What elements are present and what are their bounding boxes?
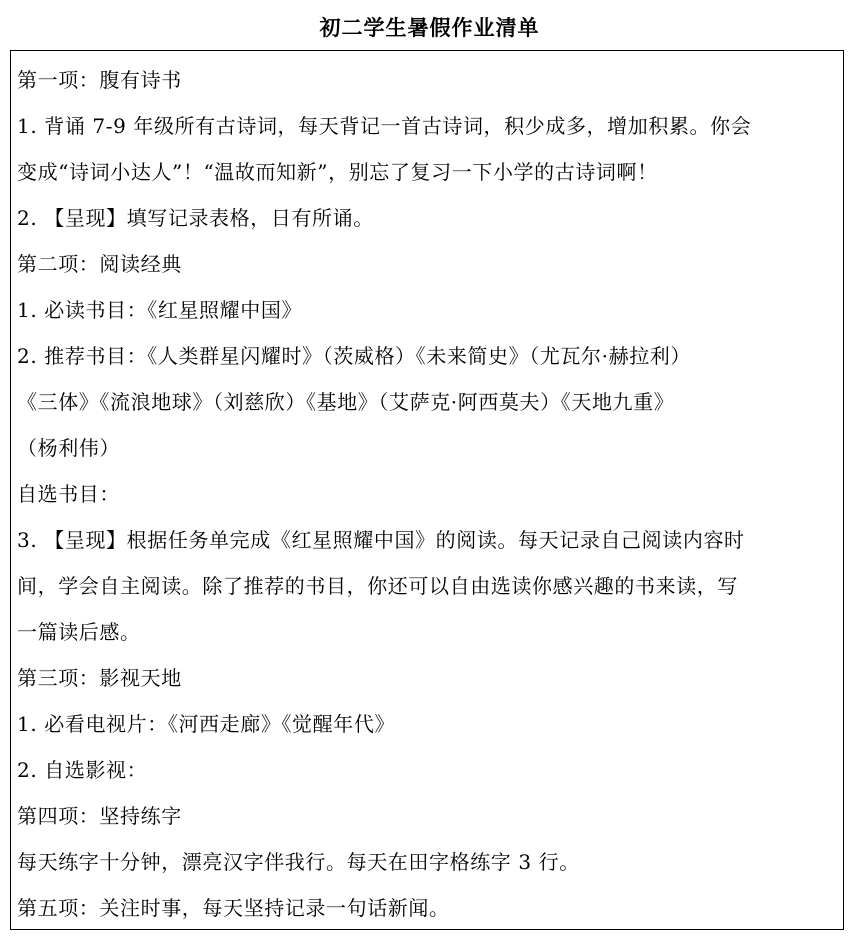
reading-item-1: 1. 必读书目：《红星照耀中国》 xyxy=(17,298,303,322)
document-title: 初二学生暑假作业清单 xyxy=(319,15,540,40)
reading-item-3-line-1: 3. 【呈现】根据任务单完成《红星照耀中国》的阅读。每天记录自己阅读内容时 xyxy=(17,528,745,552)
section-heading-news: 第五项：关注时事，每天坚持记录一句话新闻。 xyxy=(17,896,450,920)
poetry-item-1-line-1: 1. 背诵 7-9 年级所有古诗词，每天背记一首古诗词，积少成多，增加积累。你会 xyxy=(17,114,752,138)
reading-item-2-line-2: 《三体》《流浪地球》（刘慈欣）《基地》（艾萨克·阿西莫夫）《天地九重》 xyxy=(17,390,675,414)
reading-item-3-line-2: 间，学会自主阅读。除了推荐的书目，你还可以自由选读你感兴趣的书来读，写 xyxy=(17,574,738,598)
poetry-item-1-line-2: 变成“诗词小达人”！“温故而知新”，别忘了复习一下小学的古诗词啊！ xyxy=(17,160,658,184)
reading-self-selected: 自选书目： xyxy=(17,482,120,506)
reading-item-3-line-3: 一篇读后感。 xyxy=(17,620,141,644)
poetry-item-2: 2. 【呈现】填写记录表格，日有所诵。 xyxy=(17,206,374,230)
section-heading-reading: 第二项：阅读经典 xyxy=(17,252,182,276)
section-heading-poetry: 第一项：腹有诗书 xyxy=(17,68,182,92)
reading-item-2-line-3: （杨利伟） xyxy=(17,436,120,460)
film-item-1: 1. 必看电视片：《河西走廊》《觉醒年代》 xyxy=(17,712,396,736)
film-item-2: 2. 自选影视： xyxy=(17,758,148,782)
section-heading-film: 第三项：影视天地 xyxy=(17,666,182,690)
calligraphy-item: 每天练字十分钟，漂亮汉字伴我行。每天在田字格练字 3 行。 xyxy=(17,850,580,874)
reading-item-2-line-1: 2. 推荐书目：《人类群星闪耀时》（茨威格）《未来简史》（尤瓦尔·赫拉利） xyxy=(17,344,691,368)
homework-list-box xyxy=(10,50,844,930)
section-heading-calligraphy: 第四项：坚持练字 xyxy=(17,804,182,828)
